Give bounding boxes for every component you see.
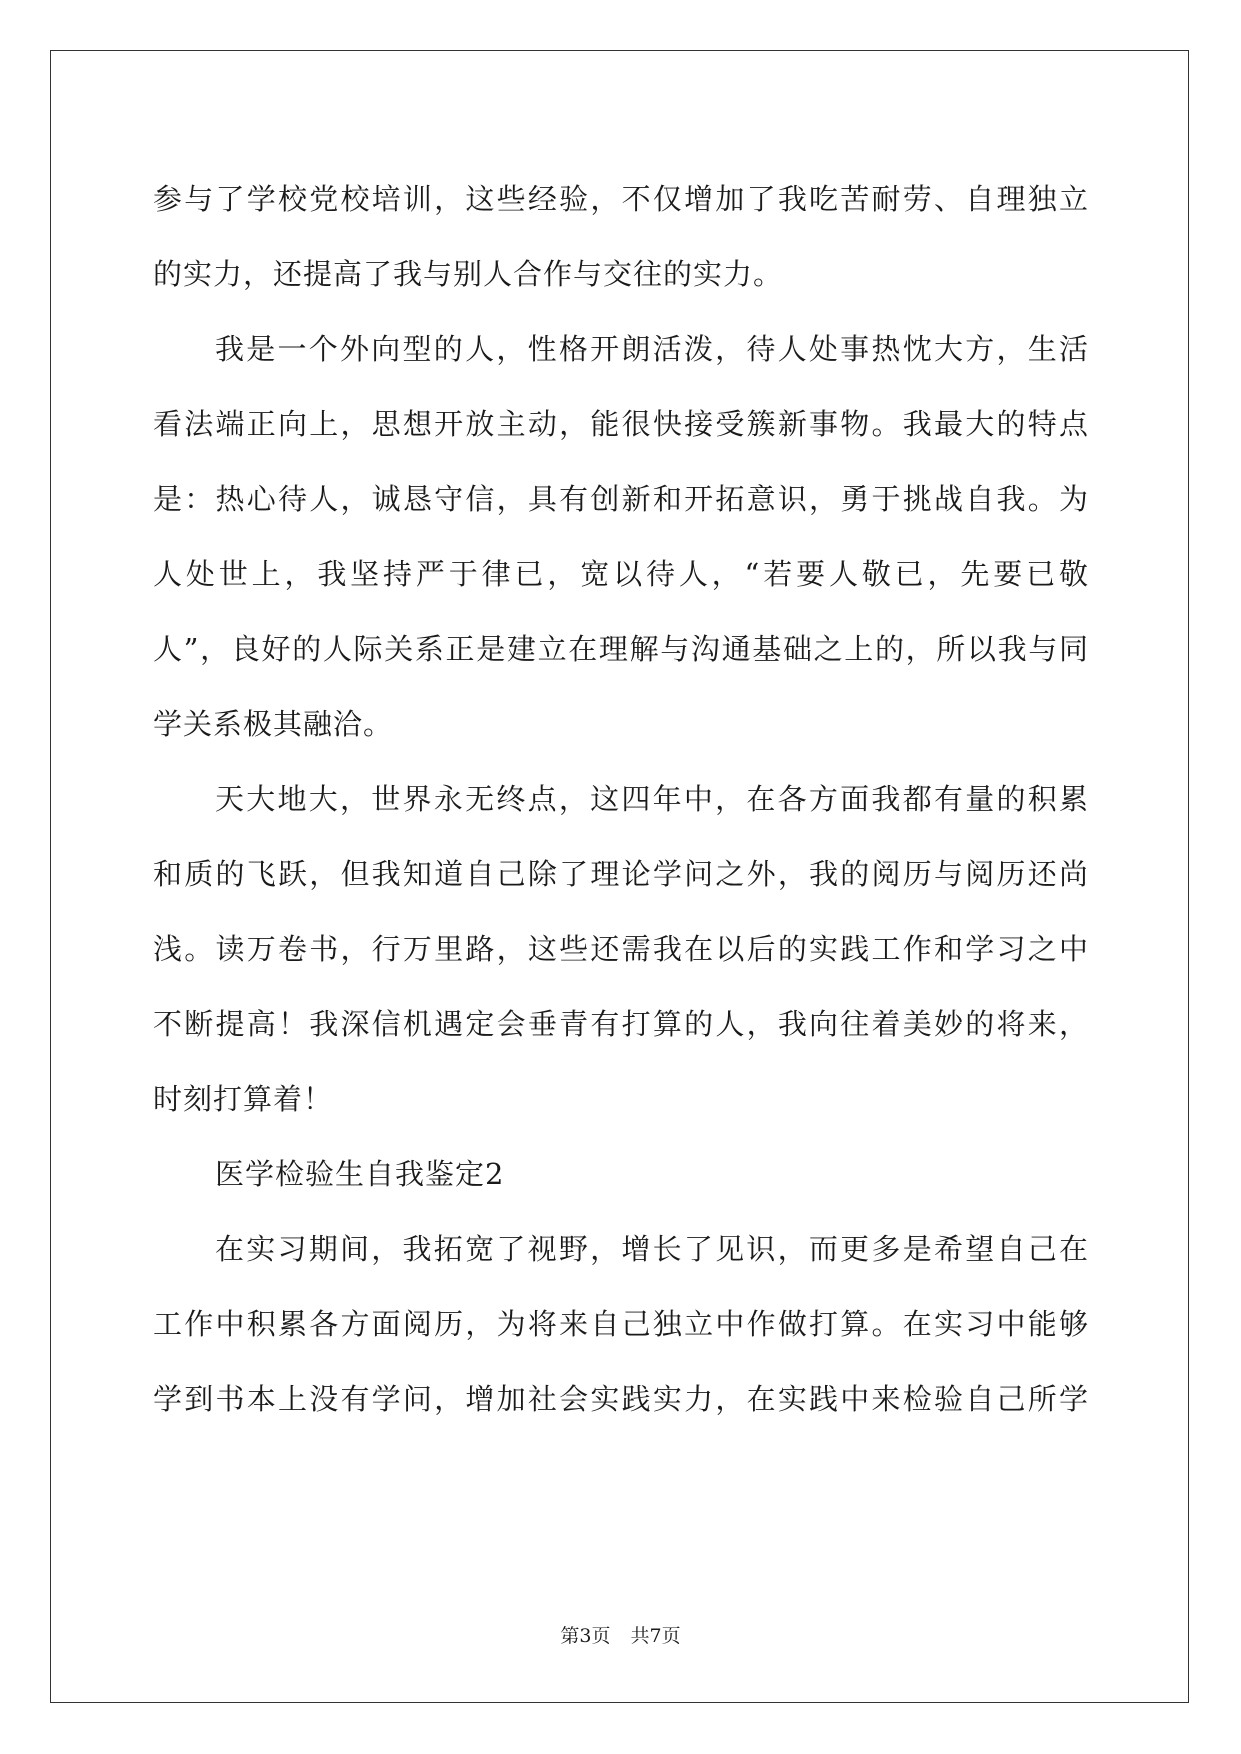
text-line: 学到书本上没有学问，增加社会实践实力，在实践中来检验自己所学	[153, 1382, 1089, 1416]
text-line: 人”，良好的人际关系正是建立在理解与沟通基础之上的，所以我与同	[153, 632, 1089, 666]
text-line: 学关系极其融洽。	[153, 707, 394, 741]
text-line: 是：热心待人，诚恳守信，具有创新和开拓意识，勇于挑战自我。为	[153, 482, 1089, 516]
text-line: 的实力，还提高了我与别人合作与交往的实力。	[153, 257, 784, 291]
section-heading: 医学检验生自我鉴定2	[215, 1157, 505, 1191]
text-line: 看法端正向上，思想开放主动，能很快接受簇新事物。我最大的特点	[153, 407, 1089, 441]
text-line: 天大地大，世界永无终点，这四年中，在各方面我都有量的积累	[215, 782, 1089, 816]
text-line: 参与了学校党校培训，这些经验，不仅增加了我吃苦耐劳、自理独立	[153, 182, 1089, 216]
page-number: 第3页	[560, 1625, 611, 1647]
text-line: 时刻打算着！	[153, 1082, 334, 1116]
text-line: 工作中积累各方面阅历，为将来自己独立中作做打算。在实习中能够	[153, 1307, 1089, 1341]
page-footer	[0, 1624, 1241, 1648]
text-line: 在实习期间，我拓宽了视野，增长了见识，而更多是希望自己在	[215, 1232, 1089, 1266]
text-line: 我是一个外向型的人，性格开朗活泼，待人处事热忱大方，生活	[215, 332, 1089, 366]
document-body	[153, 162, 1089, 1437]
text-line: 和质的飞跃，但我知道自己除了理论学问之外，我的阅历与阅历还尚	[153, 857, 1089, 891]
text-line: 浅。读万卷书，行万里路，这些还需我在以后的实践工作和学习之中	[153, 932, 1089, 966]
text-line: 人处世上，我坚持严于律已，宽以待人，“若要人敬已，先要已敬	[153, 557, 1089, 591]
page-total: 共7页	[630, 1625, 681, 1647]
text-line: 不断提高！我深信机遇定会垂青有打算的人，我向往着美妙的将来，	[153, 1007, 1089, 1041]
